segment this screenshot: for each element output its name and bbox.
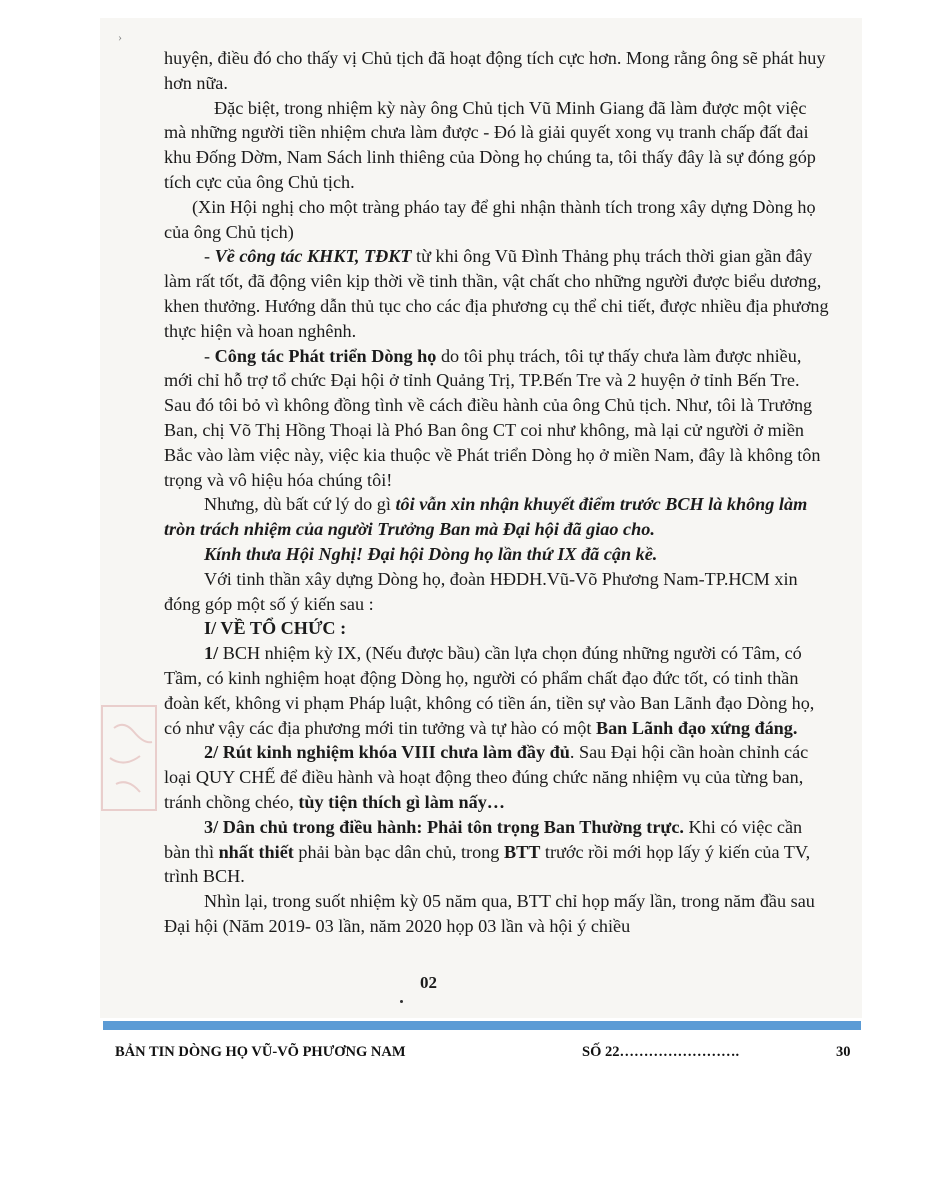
footer-page-number: 30 [836,1044,851,1060]
document-body [164,46,830,939]
scan-dot [400,1000,403,1003]
paragraph: 1/ BCH nhiệm kỳ IX, (Nếu được bầu) cần lựa chọn đúng những người có Tâm, có Tầm, có kinh nghiệm hoạt động Dòng họ, người có phẩm chất đạo đức tốt, có tinh thần đoàn kết, không vi phạm Pháp luật, không có tiền án, tiền sự vào Ban Lãnh đạo Dòng họ, có như vậy các địa phương mới tin tưởng và tự hào có một Ban Lãnh đạo xứng đáng. [164,643,815,738]
paragraph: Đặc biệt, trong nhiệm kỳ này ông Chủ tịch Vũ Minh Giang đã làm được một việc mà những người tiền nhiệm chưa làm được - Đó là giải quyết xong vụ tranh chấp đất đai khu Đống Dờm, Nam Sách linh thiêng của Dòng họ chúng ta, tôi thấy đây là sự đóng góp tích cực của ông Chủ tịch. [164,97,816,192]
paragraph: (Xin Hội nghị cho một tràng pháo tay để ghi nhận thành tích trong xây dựng Dòng họ của ông Chủ tịch) [164,196,816,242]
footer-issue: SỐ 22……………………. [582,1044,740,1060]
paragraph: huyện, điều đó cho thấy vị Chủ tịch đã hoạt động tích cực hơn. Mong rằng ông sẽ phát huy hơn nữa. [164,48,826,93]
scan-mark: › [118,30,122,44]
paragraph: Kính thưa Hội Nghị! Đại hội Dòng họ lần thứ IX đã cận kề. [204,543,658,564]
footer-title: BẢN TIN DÒNG HỌ VŨ-VÕ PHƯƠNG NAM [115,1044,406,1060]
paragraph: - Công tác Phát triển Dòng họ do tôi phụ trách, tôi tự thấy chưa làm được nhiều, mới chỉ hỗ trợ tổ chức Đại hội ở tỉnh Quảng Trị, TP.Bến Tre và 2 huyện ở tỉnh Bến Tre. Sau đó tôi bỏ vì không đồng tình về cách điều hành của ông Chủ tịch. Như, tôi là Trưởng Ban, chị Võ Thị Hồng Thoại là Phó Ban ông CT coi như không, mà lại cử người ở miền Bắc vào làm việc này, việc kia thuộc về Phát triển Dòng họ ở miền Nam, đây là không tôn trọng và vô hiệu hóa chúng tôi! [164,345,821,490]
footer-rule [103,1021,861,1030]
faded-stamp [100,698,164,818]
scan-page-number: 02 [420,973,437,992]
paragraph: Nhưng, dù bất cứ lý do gì tôi vẫn xin nhận khuyết điểm trước BCH là không làm tròn trách nhiệm của người Trưởng Ban mà Đại hội đã giao cho. [164,494,808,540]
paragraph: - Về công tác KHKT, TĐKT từ khi ông Vũ Đình Thảng phụ trách thời gian gần đây làm rất tốt, đã động viên kịp thời về tinh thần, vật chất cho những người được biểu dương, khen thưởng. Hướng dẫn thủ tục cho các địa phương cụ thể chi tiết, được nhiều địa phương thực hiện và hoan nghênh. [164,246,829,341]
scanned-page [100,18,862,1018]
section-heading: I/ VỀ TỔ CHỨC : [204,618,347,639]
paragraph: 2/ Rút kinh nghiệm khóa VIII chưa làm đầy đủ. Sau Đại hội cần hoàn chỉnh các loại QUY CHẾ để điều hành và hoạt động theo đúng chức năng nhiệm vụ của từng ban, tránh chồng chéo, tùy tiện thích gì làm nấy… [164,742,809,812]
paragraph: Với tinh thần xây dựng Dòng họ, đoàn HĐDH.Vũ-Võ Phương Nam-TP.HCM xin đóng góp một số ý kiến sau : [164,568,798,614]
paragraph: Nhìn lại, trong suốt nhiệm kỳ 05 năm qua, BTT chỉ họp mấy lần, trong năm đầu sau Đại hội (Năm 2019- 03 lần, năm 2020 họp 03 lần và hội ý chiều [164,891,815,936]
paragraph: 3/ Dân chủ trong điều hành: Phải tôn trọng Ban Thường trực. Khi có việc cần bàn thì nhất thiết phải bàn bạc dân chủ, trong BTT trước rồi mới họp lấy ý kiến của TV, trình BCH. [164,816,811,887]
